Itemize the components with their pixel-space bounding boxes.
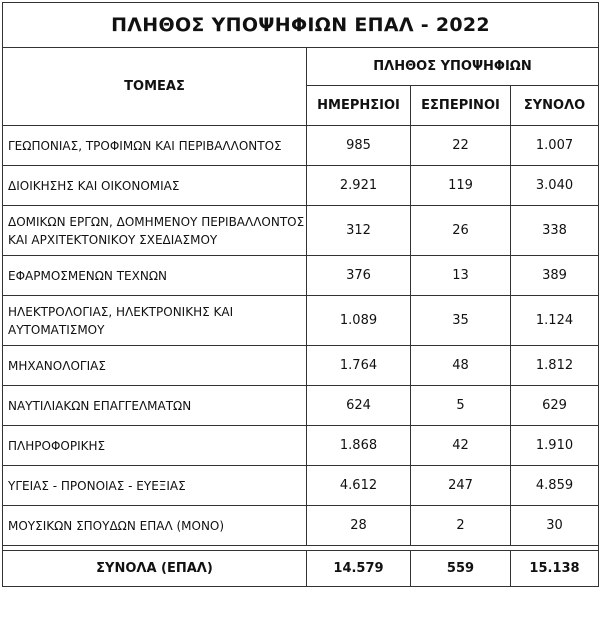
sector-line: ΥΓΕΙΑΣ - ΠΡΟΝΟΙΑΣ - ΕΥΕΞΙΑΣ [8,478,186,493]
cell-evening: 119 [411,166,511,206]
cell-day: 28 [307,506,411,546]
sector-line: ΓΕΩΠΟΝΙΑΣ, ΤΡΟΦΙΜΩΝ ΚΑΙ ΠΕΡΙΒΑΛΛΟΝΤΟΣ [8,138,282,153]
cell-day: 1.764 [307,346,411,386]
cell-evening: 2 [411,506,511,546]
cell-evening: 48 [411,346,511,386]
cell-total: 1.124 [511,296,599,346]
cell-total: 3.040 [511,166,599,206]
table-row [3,346,599,386]
sector-name [3,256,307,296]
sector-line: ΚΑΙ ΑΡΧΙΤΕΚΤΟΝΙΚΟΥ ΣΧΕΔΙΑΣΜΟΥ [8,232,218,247]
cell-day: 376 [307,256,411,296]
header-group: ΠΛΗΘΟΣ ΥΠΟΨΗΦΙΩΝ [307,48,599,86]
table-row [3,166,599,206]
cell-evening: 35 [411,296,511,346]
cell-total: 4.859 [511,466,599,506]
sector-name [3,346,307,386]
table-row [3,296,599,346]
sector-name [3,206,307,256]
table-row [3,206,599,256]
candidates-table [2,2,599,587]
sector-line: ΔΟΜΙΚΩΝ ΕΡΓΩΝ, ΔΟΜΗΜΕΝΟΥ ΠΕΡΙΒΑΛΛΟΝΤΟΣ [8,214,305,229]
cell-day: 1.089 [307,296,411,346]
cell-evening: 13 [411,256,511,296]
cell-day: 1.868 [307,426,411,466]
cell-evening: 42 [411,426,511,466]
cell-total: 1.007 [511,126,599,166]
header-sector: ΤΟΜΕΑΣ [3,48,307,126]
totals-row [3,551,599,587]
table-row [3,256,599,296]
sector-name [3,506,307,546]
cell-day: 4.612 [307,466,411,506]
cell-total: 1.910 [511,426,599,466]
sector-line: ΝΑΥΤΙΛΙΑΚΩΝ ΕΠΑΓΓΕΛΜΑΤΩΝ [8,398,192,413]
sector-line: ΗΛΕΚΤΡΟΛΟΓΙΑΣ, ΗΛΕΚΤΡΟΝΙΚΗΣ ΚΑΙ [8,304,234,319]
sector-name [3,466,307,506]
header-total: ΣΥΝΟΛΟ [511,86,599,126]
sector-name [3,426,307,466]
sector-line: ΕΦΑΡΜΟΣΜΕΝΩΝ ΤΕΧΝΩΝ [8,268,167,283]
totals-evening: 559 [411,551,511,587]
cell-day: 624 [307,386,411,426]
sector-line: ΠΛΗΡΟΦΟΡΙΚΗΣ [8,438,106,453]
sector-line: ΑΥΤΟΜΑΤΙΣΜΟΥ [8,322,105,337]
cell-total: 629 [511,386,599,426]
sector-name [3,166,307,206]
sector-line: ΜΟΥΣΙΚΩΝ ΣΠΟΥΔΩΝ ΕΠΑΛ (ΜΟΝΟ) [8,518,225,533]
cell-total: 389 [511,256,599,296]
totals-total: 15.138 [511,551,599,587]
sector-name [3,296,307,346]
table-row [3,126,599,166]
header-day: ΗΜΕΡΗΣΙΟΙ [307,86,411,126]
cell-evening: 22 [411,126,511,166]
sector-name [3,126,307,166]
table-row [3,386,599,426]
cell-day: 985 [307,126,411,166]
cell-evening: 26 [411,206,511,256]
table-row [3,506,599,546]
sector-line: ΔΙΟΙΚΗΣΗΣ ΚΑΙ ΟΙΚΟΝΟΜΙΑΣ [8,178,180,193]
cell-total: 338 [511,206,599,256]
sector-name [3,386,307,426]
cell-day: 312 [307,206,411,256]
totals-label: ΣΥΝΟΛΑ (ΕΠΑΛ) [3,551,307,587]
cell-total: 30 [511,506,599,546]
cell-evening: 5 [411,386,511,426]
header-evening: ΕΣΠΕΡΙΝΟΙ [411,86,511,126]
cell-total: 1.812 [511,346,599,386]
totals-day: 14.579 [307,551,411,587]
cell-day: 2.921 [307,166,411,206]
table-title: ΠΛΗΘΟΣ ΥΠΟΨΗΦΙΩΝ ΕΠΑΛ - 2022 [3,3,599,48]
sector-line: ΜΗΧΑΝΟΛΟΓΙΑΣ [8,358,106,373]
cell-evening: 247 [411,466,511,506]
table-row [3,426,599,466]
table-row [3,466,599,506]
